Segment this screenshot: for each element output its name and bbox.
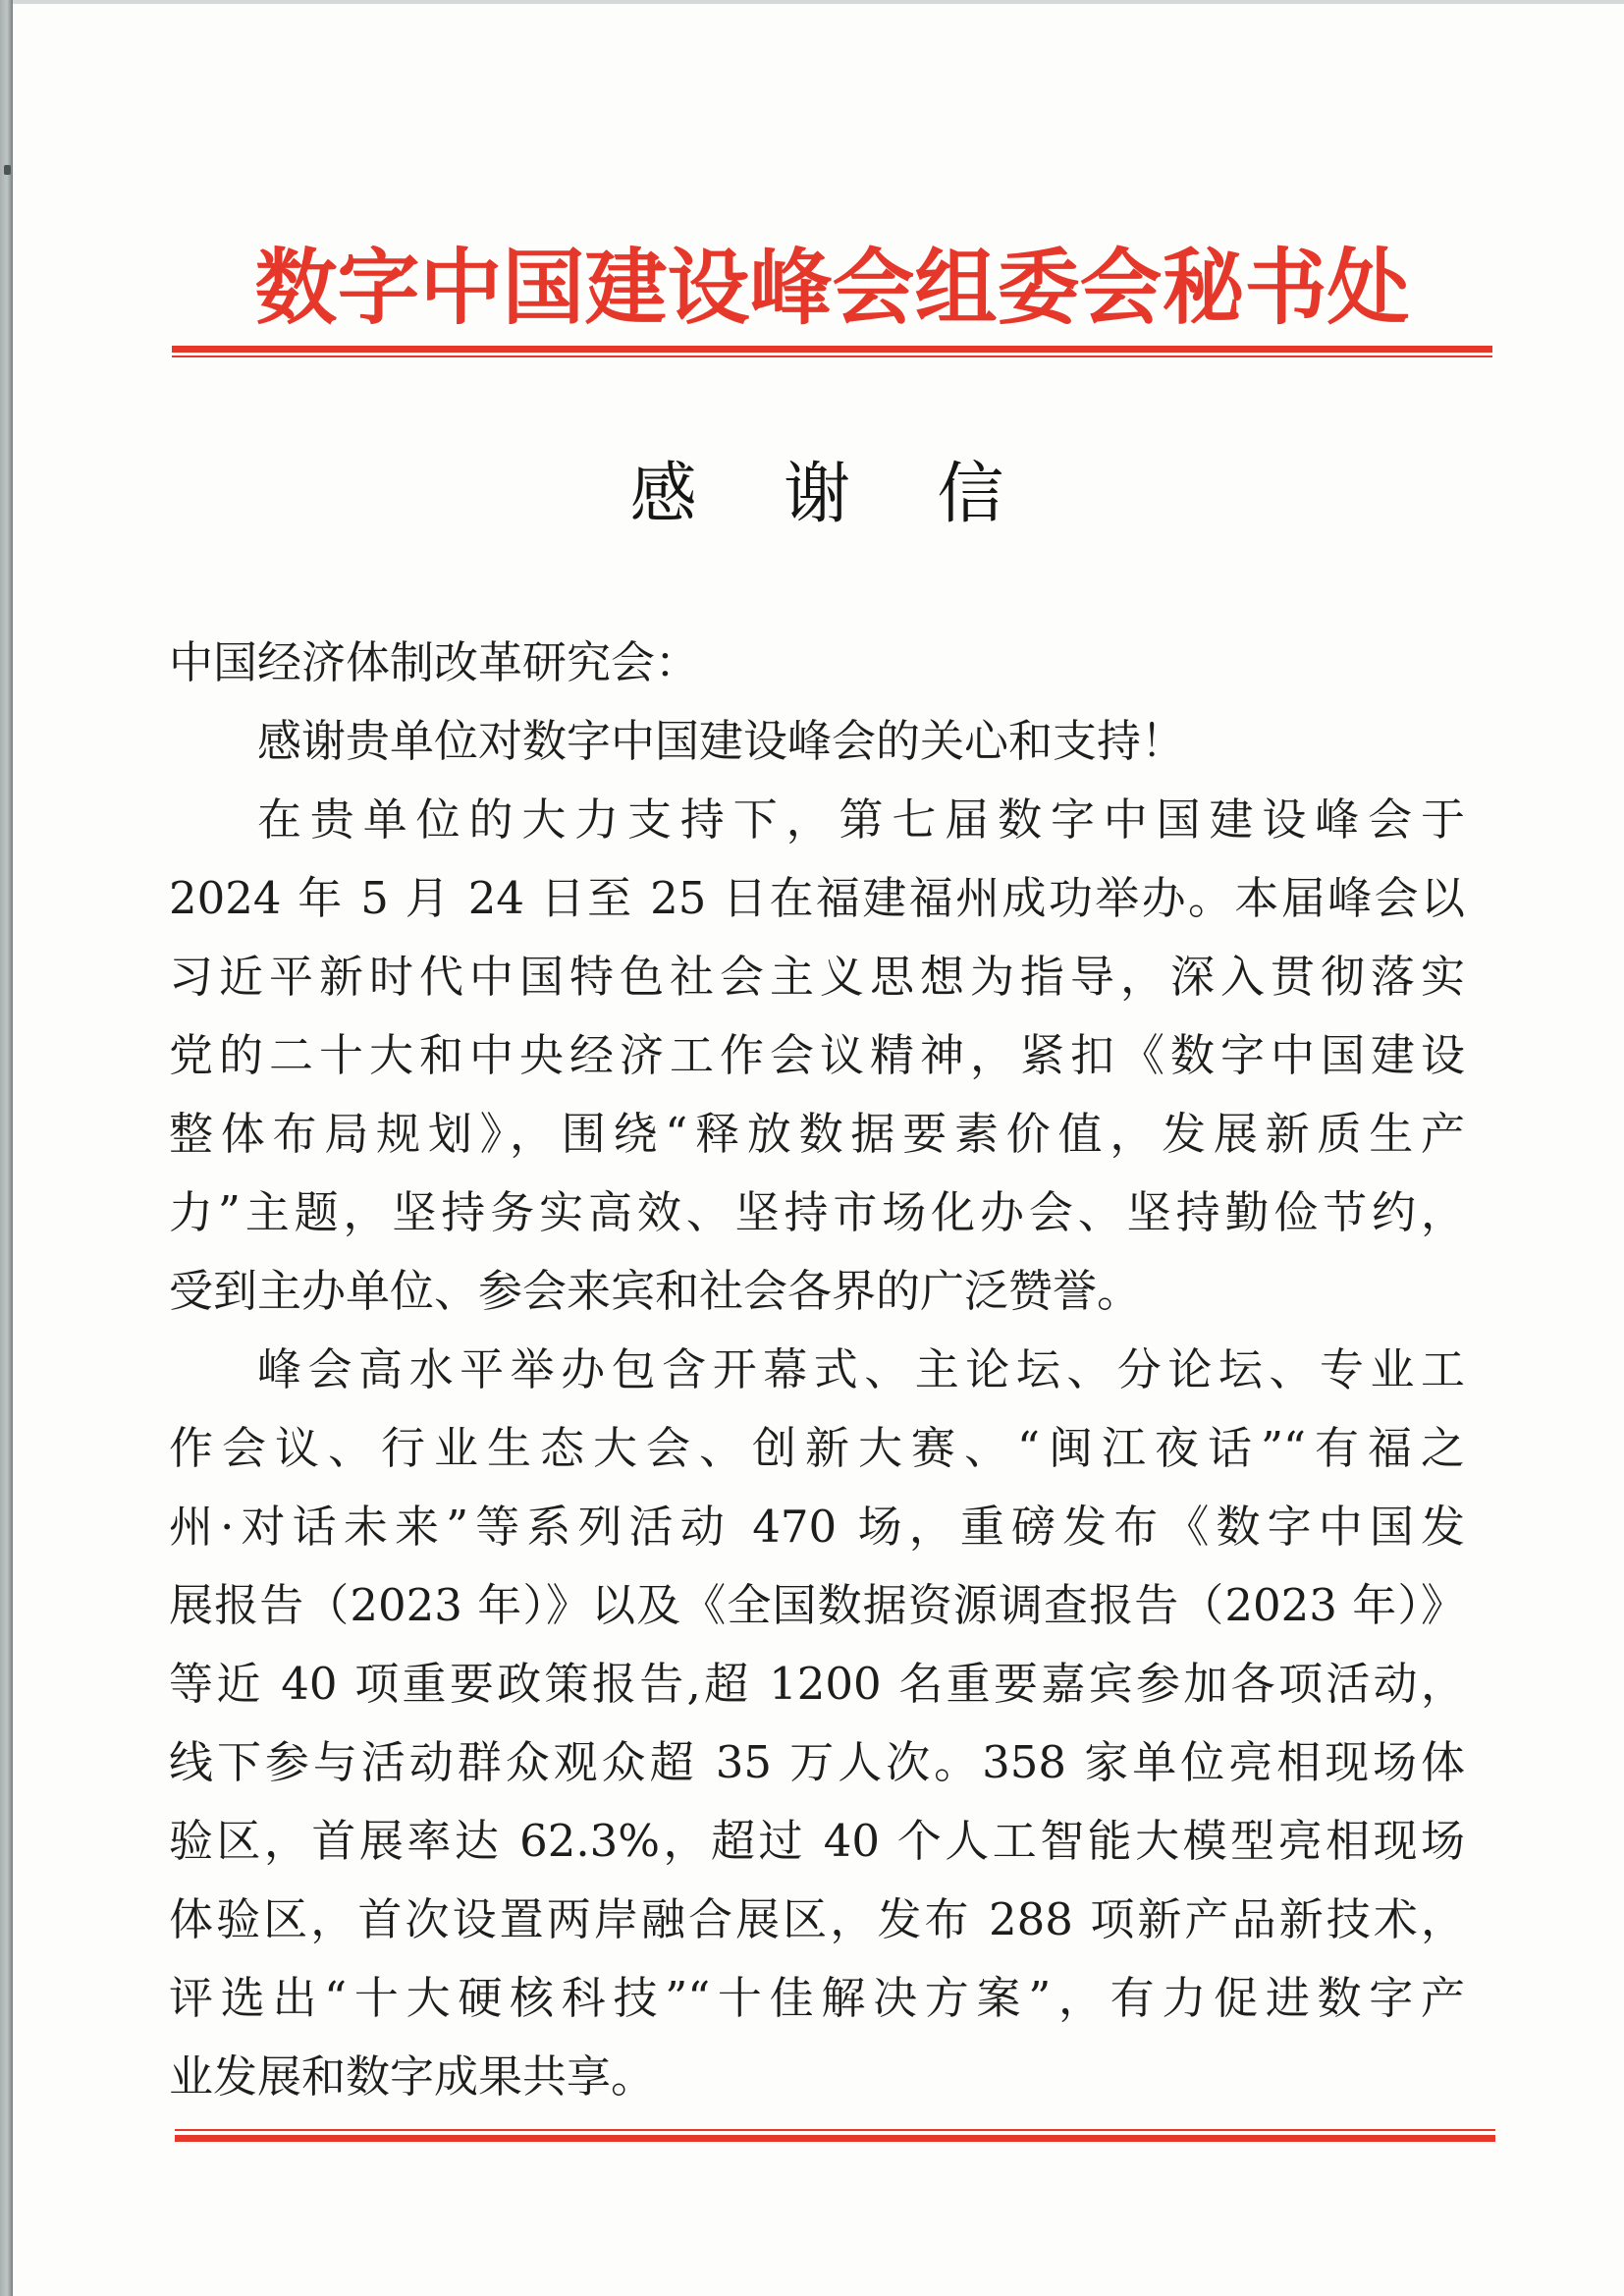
body-line: 中国经济体制改革研究会： [169, 636, 700, 688]
body-line: 评选出“十大硬核科技”“十佳解决方案”，有力促进数字产 [169, 1972, 1465, 2024]
rule-thick [172, 346, 1492, 353]
body-line: 业发展和数字成果共享。 [169, 2050, 656, 2103]
scan-edge-left [0, 0, 13, 2296]
body-line: 在贵单位的大力支持下，第七届数字中国建设峰会于 [257, 793, 1465, 846]
rule-thin [172, 355, 1492, 357]
footer-double-rule [175, 2129, 1495, 2142]
body-line: 线下参与活动群众观众超 35 万人次。358 家单位亮相现场体 [169, 1736, 1465, 1788]
scan-speck [4, 165, 11, 175]
body-line: 体验区，首次设置两岸融合展区，发布 288 项新产品新技术， [169, 1893, 1465, 1945]
body-line: 2024 年 5 月 24 日至 25 日在福建福州成功举办。本届峰会以 [169, 872, 1465, 924]
body-line: 展报告（2023 年）》以及《全国数据资源调查报告（2023 年）》 [169, 1579, 1465, 1631]
letter-body [169, 624, 1465, 2116]
body-line: 感谢贵单位对数字中国建设峰会的关心和支持！ [257, 715, 1186, 767]
letter-title: 感谢信 [629, 456, 1091, 533]
body-line: 作会议、行业生态大会、创新大赛、“闽江夜话”“有福之 [169, 1422, 1465, 1474]
body-line: 受到主办单位、参会来宾和社会各界的广泛赞誉。 [169, 1265, 1142, 1317]
body-line: 党的二十大和中央经济工作会议精神，紧扣《数字中国建设 [169, 1029, 1465, 1081]
body-line: 力”主题，坚持务实高效、坚持市场化办会、坚持勤俭节约， [169, 1186, 1465, 1238]
rule-thick [175, 2135, 1495, 2142]
body-line: 峰会高水平举办包含开幕式、主论坛、分论坛、专业工 [257, 1343, 1465, 1395]
letterhead-title: 数字中国建设峰会组委会秘书处 [254, 239, 1410, 336]
body-line: 等近 40 项重要政策报告,超 1200 名重要嘉宾参加各项活动， [169, 1658, 1465, 1710]
letterhead-double-rule [172, 346, 1492, 357]
body-line: 整体布局规划》，围绕“释放数据要素价值，发展新质生产 [169, 1108, 1465, 1160]
body-line: 习近平新时代中国特色社会主义思想为指导，深入贯彻落实 [169, 951, 1465, 1003]
body-line: 州·对话未来”等系列活动 470 场，重磅发布《数字中国发 [169, 1501, 1465, 1553]
body-line: 验区，首展率达 62.3%，超过 40 个人工智能大模型亮相现场 [169, 1815, 1465, 1867]
scan-edge-top [0, 0, 1624, 4]
